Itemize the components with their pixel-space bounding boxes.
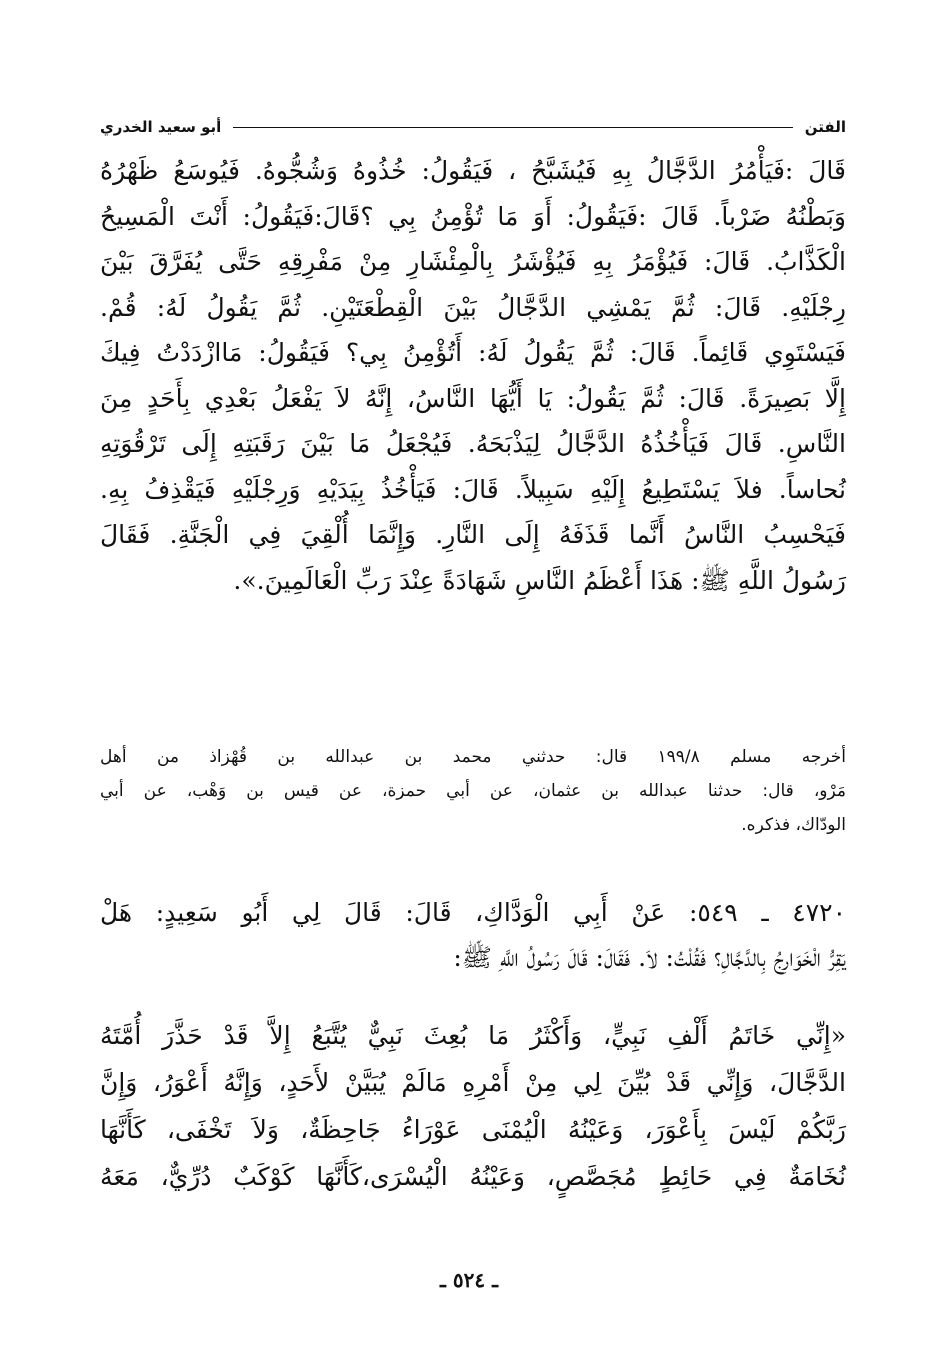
quote-line: نُخَامَةٌ فِي حَائِطٍ مُجَصَّصٍ، وَعَيْنُهُ الْيُسْرَى،كَأَنَّهَا كَوْكَبٌ دُرِّيٌّ، مَعَهُ [100, 1162, 846, 1191]
text-line: النَّاسِ. قَالَ فَيَأْخُذُهُ الدَّجَّالُ لِيَذْبَحَهُ. فَيُجْعَلُ مَا بَيْنَ رَقَبَتِهِ إِلَى تَرْقُوَتِهِ [100, 429, 846, 458]
footnote-line: مَرْو، قال: حدثنا عبدالله بن عثمان، عن أبي حمزة، عن قيس بن وَهْب، عن أبي [100, 781, 846, 801]
quote-line: رَبَّكُمْ لَيْسَ بِأَعْوَرَ، وَعَيْنُهُ الْيُمْنَى عَوْرَاءُ جَاحِظَةٌ، وَلاَ تَخْفَى، كَأَنَّهَا [100, 1115, 846, 1144]
quote-line: الدَّجَّالَ، وَإِنِّي قَدْ بُيِّنَ لِي مِنْ أَمْرِهِ مَالَمْ يُبَيَّنْ لأَحَدٍ، وَإِنَّهُ أَعْوَرُ، وَإِنَّ [100, 1068, 846, 1097]
hadith-intro [100, 890, 846, 980]
book-title: الفتن [804, 118, 846, 136]
narrator-name: أبو سعيد الخدري [100, 118, 222, 136]
header-rule [233, 127, 793, 128]
text-line: الْكَذَّابُ. قَالَ: فَيُؤْمَرُ بِهِ فَيُؤْشَرُ بِالْمِئْشَارِ مِنْ مَفْرِقِهِ حَتَّى يُفَرَّقَ بَيْنَ [100, 247, 846, 276]
text-line: قَالَ :فَيَأْمُرُ الدَّجَّالُ بِهِ فَيُشَبَّحُ ، فَيَقُولُ: خُذُوهُ وَشُجُّوهُ. فَيُوسَعُ ظَهْرُهُ [100, 156, 846, 185]
text-line: نُحاساً. فلاَ يَسْتَطِيعُ إِلَيْهِ سَبِيلاً. قَالَ: فَيَأْخُذُ بِيَدَيْهِ وَرِجْلَيْهِ فَيَقْذِفُ بِهِ. [100, 474, 846, 504]
footnote-line: الودّاك، فذكره. [741, 815, 846, 835]
text-line: رَسُولُ اللَّهِ ﷺ: هَذَا أَعْظَمُ النَّاسِ شَهَادَةً عِنْدَ رَبِّ الْعَالَمِينَ.». [233, 565, 846, 595]
footnote-line: أخرجه مسلم ١٩٩/٨ قال: حدثني محمد بن عبدالله بن قُهْزاذ من أهل [100, 747, 846, 767]
takhrij-footnote [100, 740, 846, 842]
text-line: إِلَّا بَصِيرَةً. قَالَ: ثُمَّ يَقُولُ: يَا أَيُّهَا النَّاسُ، إِنَّهُ لاَ يَفْعَلُ بَعْدِي بِأَحَدٍ مِنَ [100, 383, 847, 413]
text-line: فَيَحْسِبُ النَّاسُ أَنَّما قَذَفَهُ إِلَى النَّارِ. وَإِنَّمَا أُلْقِيَ فِي الْجَنَّةِ. فَقَالَ [100, 520, 846, 549]
hadith-intro-line: يَقِرُّ الْخَوَارِجُ بِالدَّجَّالِ؟ فَقُلْتُ: لاَ. فَقَالَ: قَالَ رَسُولُ اللَّهِ ﷺ: [453, 943, 846, 972]
hadith-intro-line: ٤٧٢٠ ـ ٥٤٩: عَنْ أَبِي الْوَدَّاكِ، قَالَ: قَالَ لِي أَبُو سَعِيدٍ: هَلْ [100, 898, 846, 927]
main-hadith-text [100, 148, 846, 603]
page-number: ـ ٥٢٤ ـ [440, 1268, 498, 1292]
running-header [100, 114, 846, 140]
text-line: فَيَسْتَوِي قَائِماً. قَالَ: ثُمَّ يَقُولُ لَهُ: أَتُؤْمِنُ بِي؟ فَيَقُولُ: مَاازْدَدْتُ فِيكَ [100, 338, 846, 367]
text-line: رِجْلَيْهِ. قَالَ: ثُمَّ يَمْشِي الدَّجَّالُ بَيْنَ الْقِطْعَتَيْنِ. ثُمَّ يَقُولُ لَهُ: قُمْ. [100, 292, 846, 322]
hadith-quote [100, 1012, 846, 1200]
text-line: وَبَطْنُهُ ضَرْباً. قَالَ :فَيَقُولُ: أَوَ مَا تُؤْمِنُ بِي ؟قَالَ:فَيَقُولُ: أَنْتَ الْمَسِيحُ [100, 201, 846, 231]
quote-line: «إِنِّي خَاتَمُ أَلْفِ نَبِيٍّ، وَأَكْثَرُ مَا بُعِثَ نَبِيٌّ يُتَّبَعُ إِلاَّ قَدْ حَذَّرَ أُمَّتَهُ [100, 1021, 846, 1050]
